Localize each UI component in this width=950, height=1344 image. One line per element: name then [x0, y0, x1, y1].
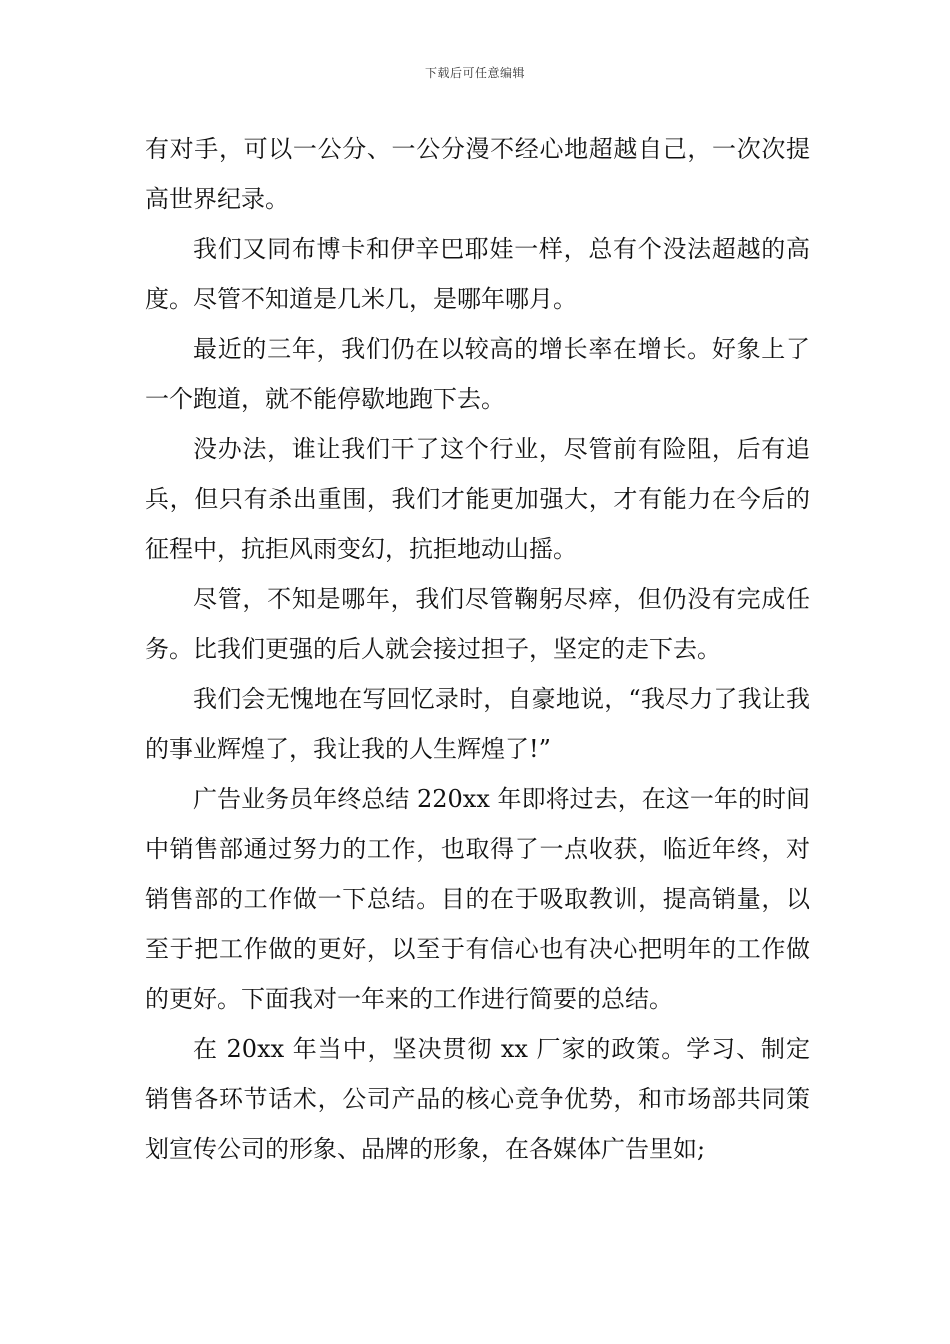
paragraph-4: 没办法，谁让我们干了这个行业，尽管前有险阻，后有追兵，但只有杀出重围，我们才能更加强大，才有能力在今后的征程中，抗拒风雨变幻，抗拒地动山摇。	[145, 435, 810, 563]
document-body	[145, 124, 810, 1174]
paragraph-6: 我们会无愧地在写回忆录时，自豪地说，“我尽力了我让我的事业辉煌了，我让我的人生辉煌了!”	[145, 685, 810, 763]
page-header: 下载后可任意编辑	[424, 66, 525, 80]
paragraph-8: 在 20xx 年当中，坚决贯彻 xx 厂家的政策。学习、制定销售各环节话术，公司产品的核心竞争优势，和市场部共同策划宣传公司的形象、品牌的形象，在各媒体广告里如;	[145, 1035, 810, 1163]
paragraph-1: 有对手，可以一公分、一公分漫不经心地超越自己，一次次提高世界纪录。	[145, 135, 810, 213]
paragraph-7: 广告业务员年终总结 220xx 年即将过去，在这一年的时间中销售部通过努力的工作，也取得了一点收获，临近年终，对销售部的工作做一下总结。目的在于吸取教训，提高销量，以至于把工作做的更好，以至于有信心也有决心把明年的工作做的更好。下面我对一年来的工作进行简要的总结。	[145, 785, 810, 1013]
paragraph-5: 尽管，不知是哪年，我们尽管鞠躬尽瘁，但仍没有完成任务。比我们更强的后人就会接过担子，坚定的走下去。	[145, 585, 810, 663]
paragraph-3: 最近的三年，我们仍在以较高的增长率在增长。好象上了一个跑道，就不能停歇地跑下去。	[145, 335, 810, 413]
paragraph-2: 我们又同布博卡和伊辛巴耶娃一样，总有个没法超越的高度。尽管不知道是几米几，是哪年哪月。	[145, 235, 810, 313]
